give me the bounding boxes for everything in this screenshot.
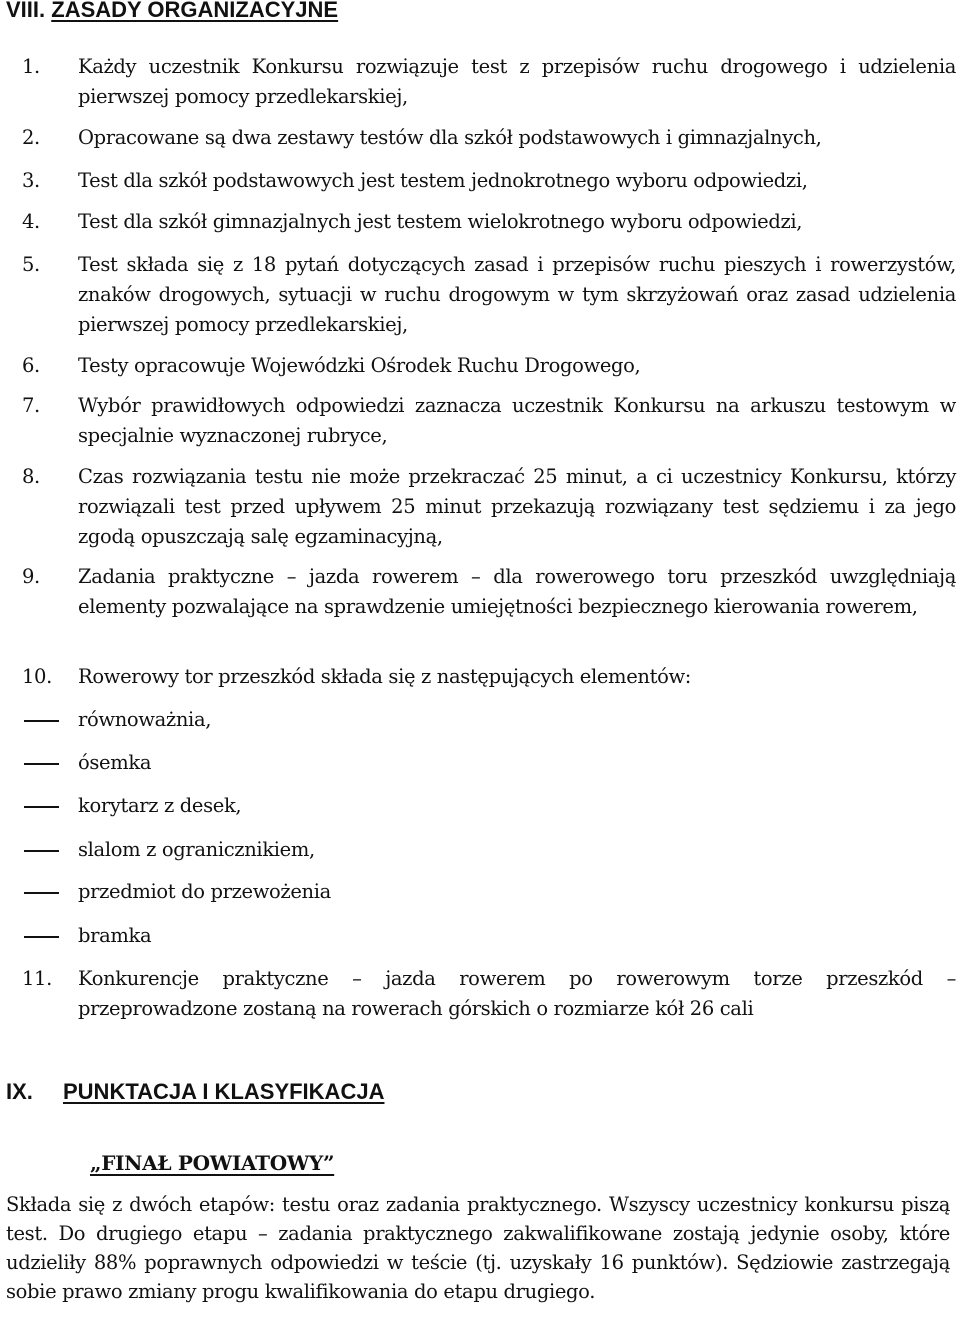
item-text: Rowerowy tor przeszkód składa się z następujących elementów: (78, 665, 692, 688)
obstacle-label: korytarz z desek, (78, 794, 242, 817)
dash-bullet (22, 791, 78, 821)
item-text: Testy opracowuje Wojewódzki Ośrodek Ruchu Drogowego, (78, 354, 641, 377)
item-text: Opracowane są dwa zestawy testów dla szkół podstawowych i gimnazjalnych, (78, 126, 822, 149)
obstacle-label: równoważnia, (78, 708, 212, 731)
item-text: Test dla szkół gimnazjalnych jest testem wielokrotnego wyboru odpowiedzi, (78, 210, 803, 233)
item-text: Każdy uczestnik Konkursu rozwiązuje test z przepisów ruchu drogowego i udzielenia pierwszej pomocy przedlekarskiej, (78, 55, 956, 108)
item-number: 1. (22, 55, 40, 78)
list-item (22, 166, 956, 196)
section-heading-viii (6, 0, 338, 22)
list-item (22, 964, 956, 1024)
item-number: 11. (22, 967, 52, 990)
item-text: Test składa się z 18 pytań dotyczących zasad i przepisów ruchu pieszych i rowerzystów, znaków drogowych, sytuacji w ruchu drogowym w tym skrzyżowań oraz zasad udzielenia pierwszej pomocy przedlekarskiej, (78, 253, 956, 336)
list-item (22, 207, 956, 237)
list-item (22, 462, 956, 552)
obstacle-item (22, 705, 211, 735)
item-number: 7. (22, 394, 40, 417)
section-title: PUNKTACJA I KLASYFIKACJA (63, 1079, 385, 1104)
obstacle-label: slalom z ogranicznikiem, (78, 838, 315, 861)
dash-bullet (22, 921, 78, 951)
final-paragraph: Składa się z dwóch etapów: testu oraz zadania praktycznego. Wszyscy uczestnicy konkursu piszą test. Do drugiego etapu – zadania praktycznego zakwalifikowane zostają jedynie osoby, które udzieliły 88% poprawnych odpowiedzi w teście (tj. uzyskały 16 punktów). Sędziowie zastrzegają sobie prawo zmiany progu kwalifikowania do etapu drugiego. (6, 1193, 950, 1303)
item-text: Konkurencje praktyczne – jazda rowerem po rowerowym torze przeszkód – przeprowadzone zostaną na rowerach górskich o rozmiarze kół 26 cali (78, 967, 956, 1020)
obstacle-item (22, 791, 241, 821)
dash-bullet (22, 748, 78, 778)
item-number: 6. (22, 354, 40, 377)
list-item (22, 662, 956, 692)
list-item (22, 351, 956, 381)
item-text: Czas rozwiązania testu nie może przekraczać 25 minut, a ci uczestnicy Konkursu, którzy rozwiązali test przed upływem 25 minut przekazują rozwiązany test sędziemu i za jego zgodą opuszczają salę egzaminacyjną, (78, 465, 956, 548)
list-item (22, 250, 956, 340)
section-number: VIII. (6, 0, 46, 22)
item-text: Zadania praktyczne – jazda rowerem – dla rowerowego toru przeszkód uwzględniają elementy pozwalające na sprawdzenie umiejętności bezpiecznego kierowania rowerem, (78, 565, 956, 618)
final-heading: „FINAŁ POWIATOWY” (90, 1151, 335, 1175)
item-number: 8. (22, 465, 40, 488)
item-text: Test dla szkół podstawowych jest testem jednokrotnego wyboru odpowiedzi, (78, 169, 808, 192)
obstacle-item (22, 921, 151, 951)
dash-bullet (22, 877, 78, 907)
item-number: 10. (22, 665, 52, 688)
obstacle-label: bramka (78, 924, 152, 947)
item-number: 9. (22, 565, 40, 588)
item-number: 2. (22, 126, 40, 149)
list-item (22, 391, 956, 451)
dash-bullet (22, 705, 78, 735)
list-item (22, 562, 956, 622)
obstacle-item (22, 835, 315, 865)
list-item (22, 52, 956, 112)
obstacle-label: ósemka (78, 751, 152, 774)
obstacle-label: przedmiot do przewożenia (78, 880, 331, 903)
item-number: 5. (22, 253, 40, 276)
item-text: Wybór prawidłowych odpowiedzi zaznacza uczestnik Konkursu na arkuszu testowym w specjalnie wyznaczonej rubryce, (78, 394, 956, 447)
item-number: 4. (22, 210, 40, 233)
dash-bullet (22, 835, 78, 865)
list-item (22, 123, 956, 153)
section-title: ZASADY ORGANIZACYJNE (51, 0, 339, 22)
obstacle-item (22, 877, 331, 907)
obstacle-item (22, 748, 151, 778)
section-number: IX. (6, 1079, 33, 1104)
section-heading-ix (6, 1080, 384, 1104)
item-number: 3. (22, 169, 40, 192)
